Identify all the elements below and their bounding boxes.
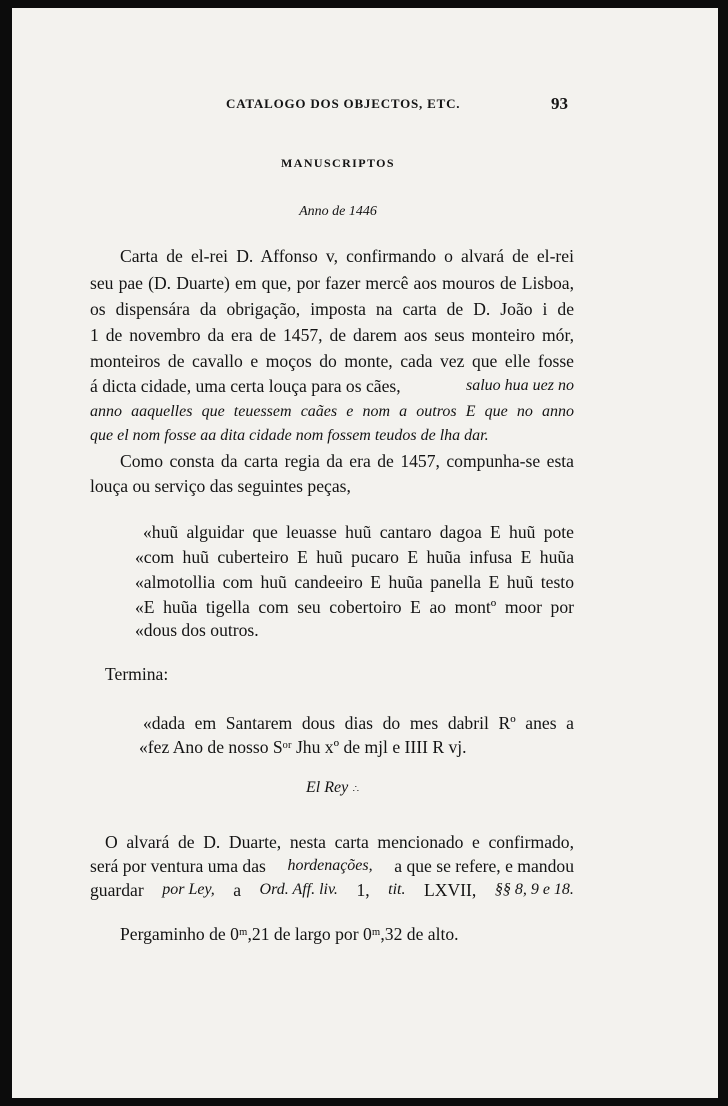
running-title: CATALOGO DOS OBJECTOS, ETC. (226, 96, 461, 111)
paragraph-text: será por ventura uma das (90, 856, 266, 876)
paragraph-text: a (233, 880, 242, 900)
italic-term: por Ley, (162, 881, 215, 898)
italic-term: §§ 8, 9 e 18. (494, 881, 574, 898)
quote-line: «dada em Santarem dous dias do mes dabril Rº anes a (143, 713, 574, 733)
quote-line: «almotollia com huũ candeeiro E huũa panella E huũ testo (135, 572, 574, 592)
paragraph-line: seu pae (D. Duarte) em que, por fazer mercê aos mouros de Lisboa, (90, 273, 574, 293)
year-heading: Anno de 1446 (299, 204, 377, 219)
page-header (214, 96, 584, 116)
paragraph-line: Pergaminho de 0ᵐ,21 de largo por 0ᵐ,32 de alto. (120, 924, 459, 944)
quoted-text: saluo hua uez no (466, 377, 574, 394)
quoted-line: anno aaquelles que teuessem caães e nom a outros E que no anno (90, 403, 574, 420)
paragraph-line: os dispensára da obrigação, imposta na carta de D. João i de (90, 299, 574, 319)
signature (306, 776, 361, 796)
paragraph-line: louça ou serviço das seguintes peças, (90, 476, 351, 496)
signature-mark: ∴ (352, 784, 361, 795)
quote-line: «fez Ano de nosso Sᵒʳ Jhu xº de mjl e IIII R vj. (139, 737, 467, 757)
paragraph-line: 1 de novembro da era de 1457, de darem aos seus monteiro mór, (90, 325, 574, 345)
paragraph-line: Como consta da carta regia da era de 1457, compunha-se esta (120, 451, 574, 471)
quote-line: «dous dos outros. (135, 620, 259, 640)
italic-term: tit. (388, 881, 406, 898)
paragraph-line: monteiros de cavallo e moços do monte, cada vez que elle fosse (90, 351, 574, 371)
paragraph-line (90, 376, 574, 396)
italic-term: hordenações, (287, 857, 373, 874)
quote-line: «huũ alguidar que leuasse huũ cantaro dagoa E huũ pote (143, 522, 574, 542)
paragraph-text: a que se refere, e mandou (394, 856, 574, 876)
quote-line: «com huũ cuberteiro E huũ pucaro E huũa infusa E huũa (135, 547, 574, 567)
section-title: MANUSCRIPTOS (281, 156, 395, 170)
paragraph-line (90, 856, 574, 876)
page-number: 93 (551, 94, 568, 113)
signature-text: El Rey (306, 779, 349, 796)
termina-label: Termina: (105, 664, 169, 684)
paragraph-line (90, 880, 574, 900)
paragraph-text: guardar (90, 880, 144, 900)
document-page (12, 8, 718, 1098)
quoted-line: que el nom fosse aa dita cidade nom fossem teudos de lha dar. (90, 427, 489, 444)
paragraph-line: Carta de el-rei D. Affonso v, confirmando o alvará de el-rei (120, 246, 574, 266)
italic-term: Ord. Aff. liv. (259, 881, 338, 898)
paragraph-text: LXVII, (424, 880, 477, 900)
paragraph-text: á dicta cidade, uma certa louça para os cães, (90, 376, 401, 396)
paragraph-line: O alvará de D. Duarte, nesta carta mencionado e confirmado, (105, 832, 574, 852)
paragraph-text: 1, (356, 880, 370, 900)
quote-line: «E huũa tigella com seu cobertoiro E ao montº moor por (135, 597, 574, 617)
